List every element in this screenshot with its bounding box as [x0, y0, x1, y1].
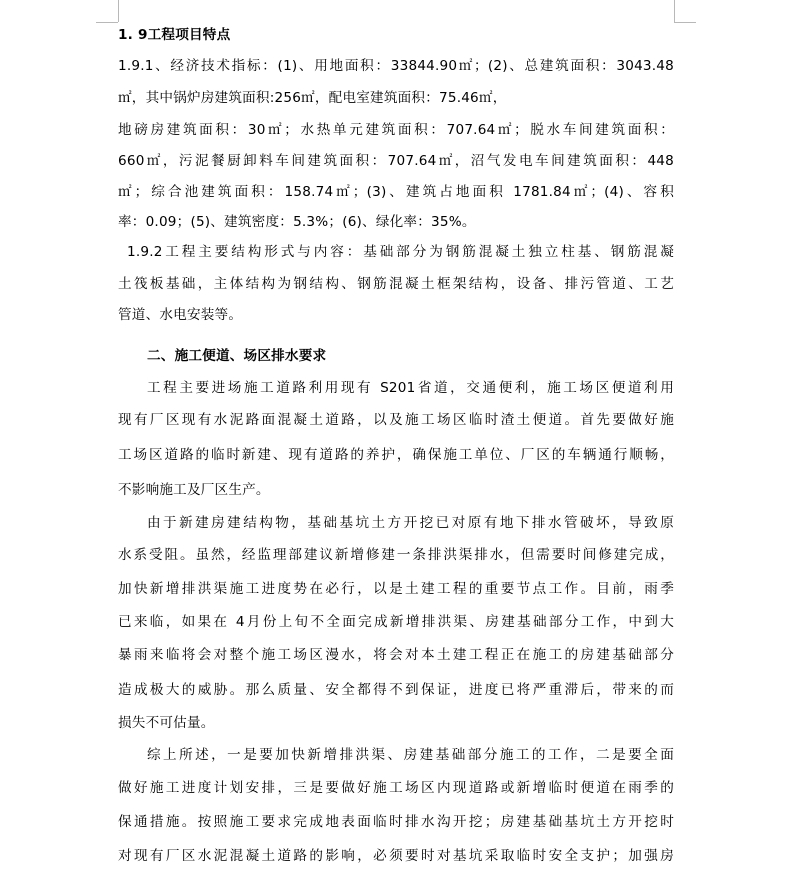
- text-line: ㎡；综合池建筑面积：158.74㎡；(3)、建筑占地面积 1781.84㎡；(4)、容积: [118, 184, 674, 200]
- text-line: 土筏板基础，主体结构为钢结构、钢筋混凝土框架结构，设备、排污管道、工艺: [118, 276, 674, 292]
- paragraph-2-line: 加快新增排洪渠施工进度势在必行，以是土建工程的重要节点工作。目前，雨季: [118, 581, 674, 597]
- text-line: 660㎡，污泥餐厨卸料车间建筑面积：707.64㎡，沼气发电车间建筑面积：448: [118, 153, 674, 169]
- paragraph-3-line: 保通措施。按照施工要求完成地表面临时排水沟开挖；房建基础基坑土方开挖时: [118, 814, 674, 830]
- section-heading-1-9: 1. 9工程项目特点: [118, 27, 231, 43]
- paragraph-1-line: 工程主要进场施工道路利用现有 S201省道，交通便利，施工场区便道利用: [147, 380, 674, 396]
- paragraph-3-line: 综上所述，一是要加快新增排洪渠、房建基础部分施工的工作，二是要全面: [147, 747, 674, 763]
- paragraph-1-line: 不影响施工及厂区生产。: [118, 482, 270, 498]
- right-corner-mark-vertical: [674, 0, 675, 22]
- paragraph-1-line: 工场区道路的临时新建、现有道路的养护，确保施工单位、厂区的车辆通行顺畅，: [118, 447, 674, 463]
- text-line: 地磅房建筑面积：30㎡；水热单元建筑面积：707.64㎡；脱水车间建筑面积：: [118, 122, 674, 138]
- section-heading-2: 二、施工便道、场区排水要求: [147, 348, 327, 364]
- left-corner-mark-horizontal: [96, 22, 118, 23]
- paragraph-2-line: 造成极大的威胁。那么质量、安全都得不到保证，进度已将严重滞后，带来的而: [118, 682, 674, 698]
- right-corner-mark-horizontal: [674, 22, 696, 23]
- paragraph-2-line: 水系受阻。虽然，经监理部建议新增修建一条排洪渠排水，但需要时间修建完成，: [118, 547, 674, 563]
- text-line: 1.9.2工程主要结构形式与内容：基础部分为钢筋混凝土独立柱基、钢筋混凝: [127, 244, 674, 260]
- paragraph-3-line: 对现有厂区水泥混凝土道路的影响，必须要时对基坑采取临时安全支护；加强房: [118, 848, 674, 864]
- paragraph-1-line: 现有厂区现有水泥路面混凝土道路，以及施工场区临时渣土便道。首先要做好施: [118, 412, 674, 428]
- text-line: 率：0.09；(5)、建筑密度：5.3%；(6)、绿化率：35%。: [118, 214, 476, 230]
- text-line: 管道、水电安装等。: [118, 307, 243, 323]
- paragraph-2-line: 已来临，如果在 4月份上旬不全面完成新增排洪渠、房建基础部分工作，中到大: [118, 614, 674, 630]
- left-corner-mark-vertical: [118, 0, 119, 22]
- text-line: 1.9.1、经济技术指标：(1)、用地面积：33844.90㎡；(2)、总建筑面积：3043.48: [118, 58, 674, 74]
- paragraph-2-line: 暴雨来临将会对整个施工场区漫水，将会对本土建工程正在施工的房建基础部分: [118, 647, 674, 663]
- text-line: ㎡，其中锅炉房建筑面积:256㎡，配电室建筑面积：75.46㎡，: [118, 90, 507, 106]
- paragraph-2-line: 由于新建房建结构物，基础基坑土方开挖已对原有地下排水管破坏，导致原: [147, 515, 674, 531]
- paragraph-2-line: 损失不可估量。: [118, 715, 215, 731]
- paragraph-3-line: 做好施工进度计划安排，三是要做好施工场区内现道路或新增临时便道在雨季的: [118, 780, 674, 796]
